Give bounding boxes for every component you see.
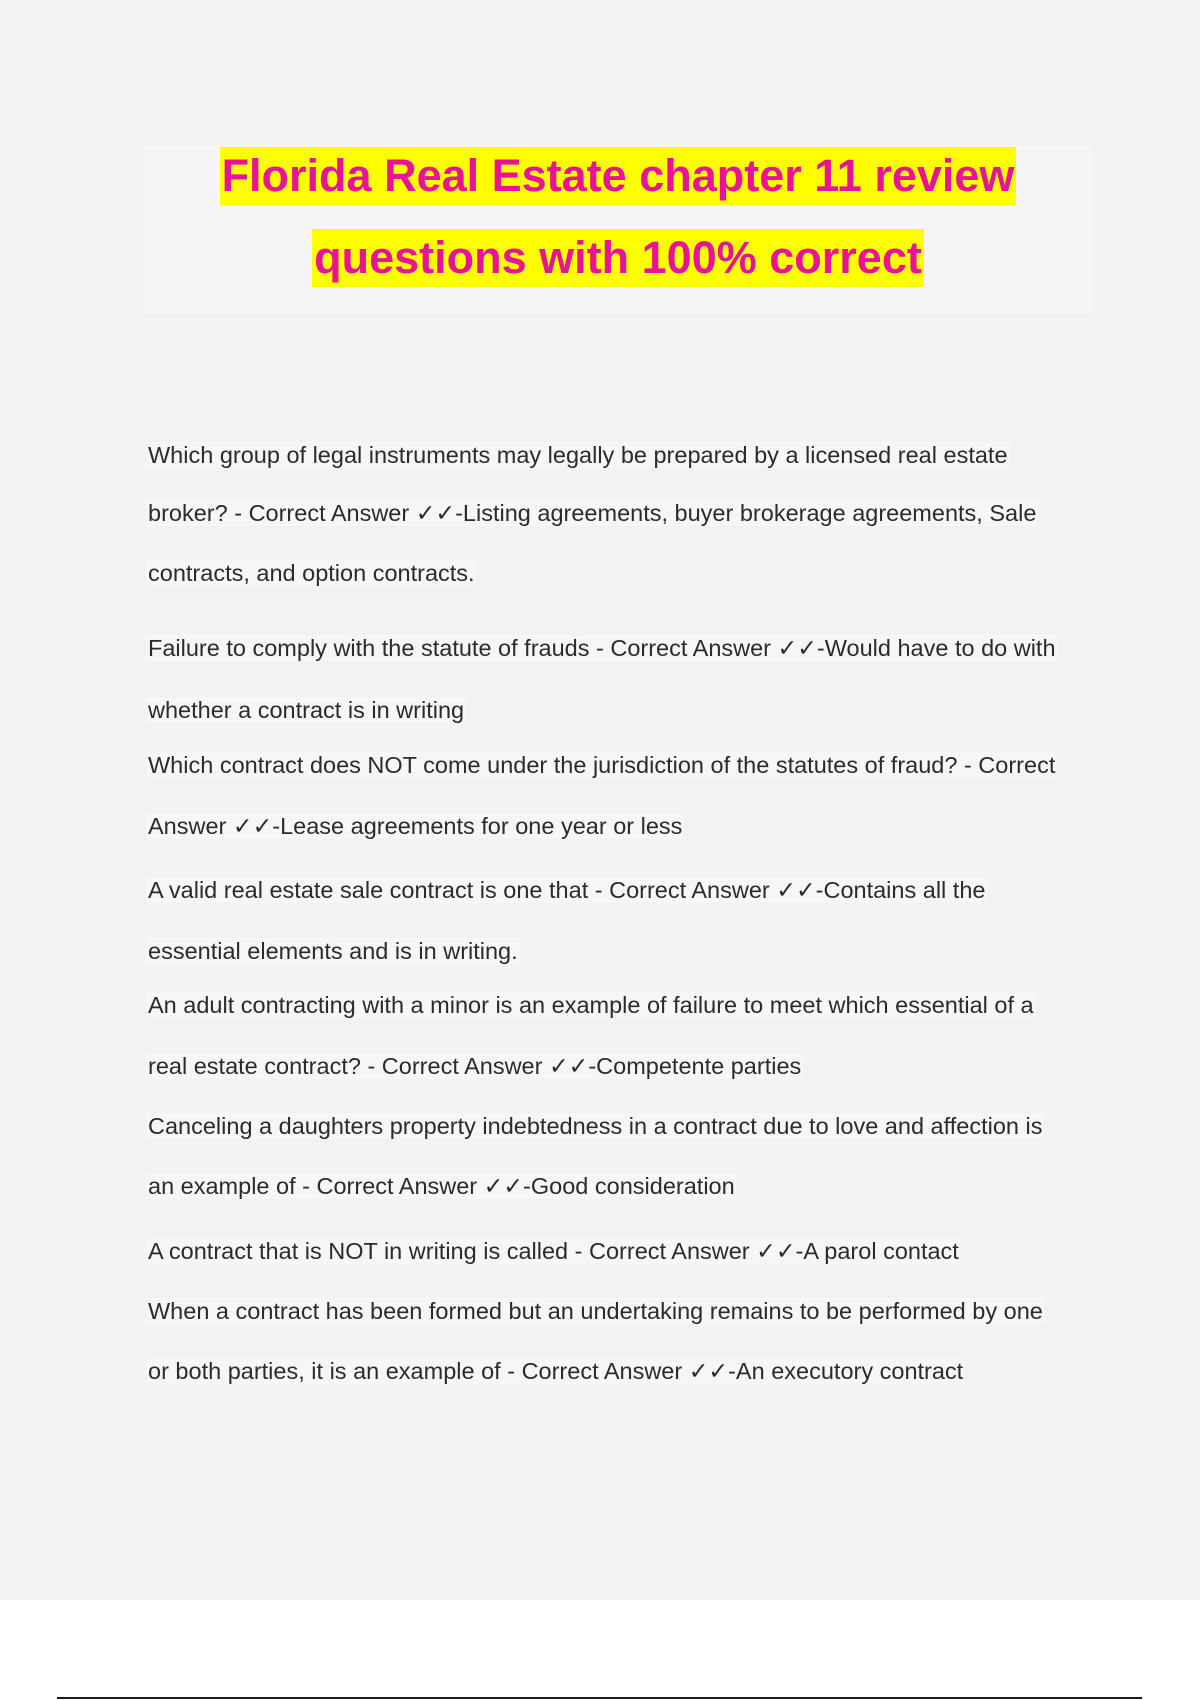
text-line: [146, 811, 684, 841]
text-line-content: Failure to comply with the statute of frauds - Correct Answer ✓✓-Would have to do with: [148, 635, 1056, 661]
text-line: [146, 1296, 1045, 1326]
text-line-content: Which contract does NOT come under the jurisdiction of the statutes of fraud? - Correct: [148, 752, 1056, 778]
title-line-1: Florida Real Estate chapter 11 review: [220, 147, 1017, 205]
text-line-content: Answer ✓✓-Lease agreements for one year or less: [148, 813, 683, 839]
text-line: [146, 1236, 961, 1266]
footer-divider: [57, 1697, 1142, 1699]
document-title: [144, 145, 1092, 313]
text-line: [146, 990, 1036, 1020]
text-line-content: contracts, and option contracts.: [148, 560, 475, 586]
text-line-content: broker? - Correct Answer ✓✓-Listing agreements, buyer brokerage agreements, Sale: [148, 500, 1037, 526]
title-line-2: questions with 100% correct: [312, 229, 924, 287]
text-line-content: Canceling a daughters property indebtedness in a contract due to love and affection is: [148, 1113, 1043, 1139]
text-line: [146, 750, 1057, 780]
text-line-content: When a contract has been formed but an undertaking remains to be performed by one: [148, 1298, 1043, 1324]
text-line: [146, 498, 1038, 528]
text-line-content: or both parties, it is an example of - Correct Answer ✓✓-An executory contract: [148, 1358, 964, 1384]
text-line-content: an example of - Correct Answer ✓✓-Good consideration: [148, 1173, 735, 1199]
text-line-content: An adult contracting with a minor is an example of failure to meet which essential of a: [148, 992, 1034, 1018]
text-line: [146, 440, 1010, 470]
text-line: [146, 1051, 803, 1081]
text-line-content: A valid real estate sale contract is one that - Correct Answer ✓✓-Contains all the: [148, 877, 986, 903]
text-line-content: essential elements and is in writing.: [148, 938, 518, 964]
text-line: [146, 1171, 737, 1201]
text-line: [146, 633, 1058, 663]
text-line: [146, 1356, 965, 1386]
text-line: [146, 875, 987, 905]
text-line-content: Which group of legal instruments may legally be prepared by a licensed real estate: [148, 442, 1008, 468]
text-line-content: A contract that is NOT in writing is called - Correct Answer ✓✓-A parol contact: [148, 1238, 959, 1264]
text-line-content: real estate contract? - Correct Answer ✓✓-Competente parties: [148, 1053, 802, 1079]
text-line: [146, 1111, 1044, 1141]
text-line: [146, 695, 466, 725]
text-line: [146, 558, 477, 588]
text-line: [146, 936, 520, 966]
text-line-content: whether a contract is in writing: [148, 697, 465, 723]
